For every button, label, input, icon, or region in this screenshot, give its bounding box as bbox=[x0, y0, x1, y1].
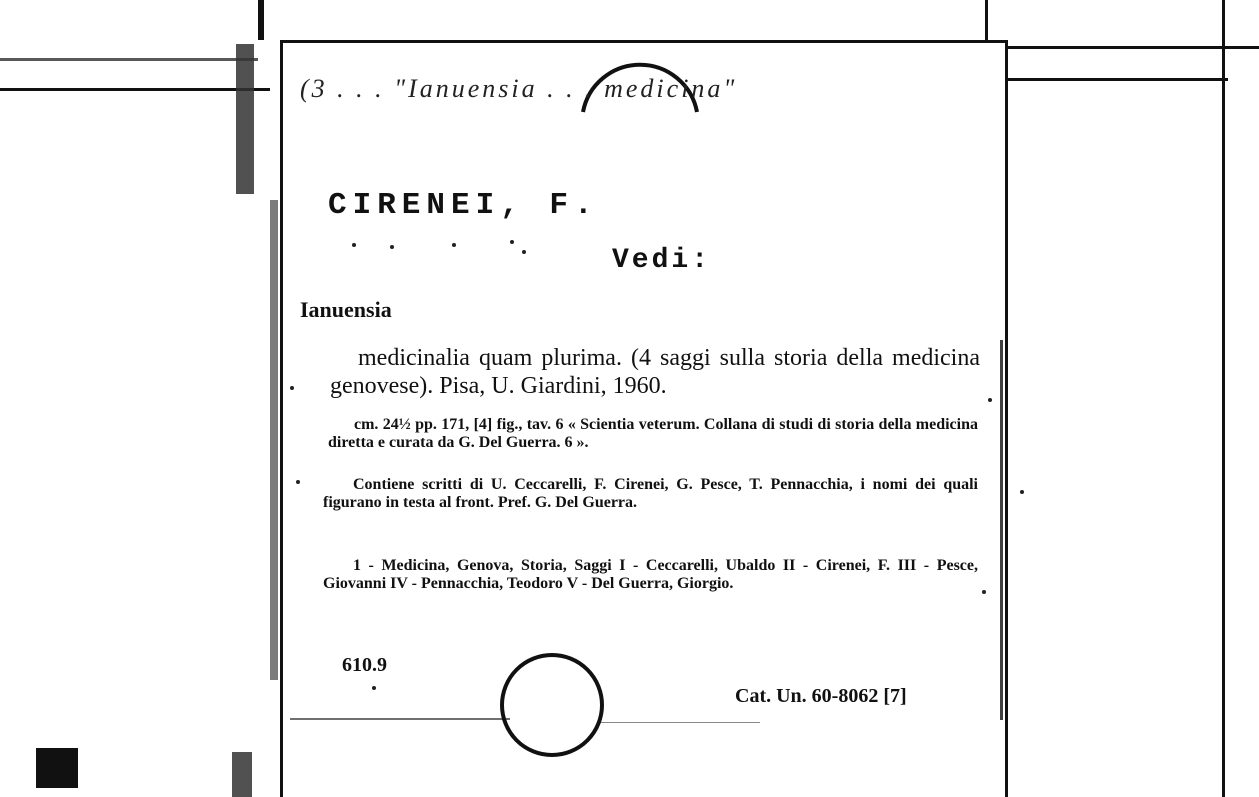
left-margin-mark bbox=[36, 748, 78, 788]
scan-noise-dot bbox=[982, 590, 986, 594]
catalog-number: Cat. Un. 60-8062 [7] bbox=[735, 685, 907, 707]
see-reference-label: Vedi: bbox=[612, 245, 712, 276]
handwritten-note: (3 . . . "Ianuensia . . . medicina" bbox=[300, 74, 738, 103]
outer-frame-right bbox=[985, 0, 988, 40]
scan-noise-dot bbox=[988, 398, 992, 402]
scan-noise-dot bbox=[352, 243, 356, 247]
top-strip-left bbox=[0, 58, 258, 61]
title-word: Ianuensia bbox=[300, 297, 392, 322]
scan-noise-dot bbox=[510, 240, 514, 244]
card-right-border bbox=[1005, 40, 1008, 797]
card-bottom-dash bbox=[290, 718, 510, 720]
scan-noise-dot bbox=[296, 480, 300, 484]
title-paragraph: medicinalia quam plurima. (4 saggi sulla storia della medicina genovese). Pisa, U. Giardini, 1960. bbox=[330, 345, 980, 399]
top-strip-right bbox=[1008, 46, 1259, 49]
outer-frame-left bbox=[258, 0, 264, 40]
card-top-border bbox=[283, 40, 1008, 43]
top-strip-left-2 bbox=[0, 88, 270, 91]
author-heading: CIRENEI, F. bbox=[328, 188, 599, 223]
collation-paragraph: cm. 24½ pp. 171, [4] fig., tav. 6 « Scientia veterum. Collana di studi di storia della medicina diretta e curata da G. Del Guerra. 6 ». bbox=[328, 416, 978, 451]
left-tab bbox=[236, 44, 254, 194]
class-number: 610.9 bbox=[342, 654, 387, 676]
scan-noise-dot bbox=[390, 245, 394, 249]
scan-noise-dot bbox=[1020, 490, 1024, 494]
punch-hole-bottom bbox=[500, 650, 610, 760]
scan-noise-dot bbox=[452, 243, 456, 247]
card-bottom-dash-2 bbox=[600, 722, 760, 723]
subject-tracings: 1 - Medicina, Genova, Storia, Saggi I - Ceccarelli, Ubaldo II - Cirenei, F. III - Pesce, Giovanni IV - Pennacchia, Teodoro V - Del Guerra, Giorgio. bbox=[323, 557, 978, 592]
card-left-border bbox=[280, 40, 283, 797]
left-tab-bottom bbox=[232, 752, 252, 797]
outer-frame-far-right bbox=[1222, 0, 1225, 797]
scan-noise-dot bbox=[522, 250, 526, 254]
card-inner-left-strip bbox=[270, 200, 278, 680]
scan-noise-dot bbox=[290, 386, 294, 390]
scan-noise-dot bbox=[372, 686, 376, 690]
contents-note: Contiene scritti di U. Ceccarelli, F. Cirenei, G. Pesce, T. Pennacchia, i nomi dei quali figurano in testa al front. Pref. G. Del Guerra. bbox=[323, 476, 978, 511]
right-vertical-mark bbox=[1000, 340, 1003, 720]
top-strip-right-2 bbox=[1008, 78, 1228, 81]
